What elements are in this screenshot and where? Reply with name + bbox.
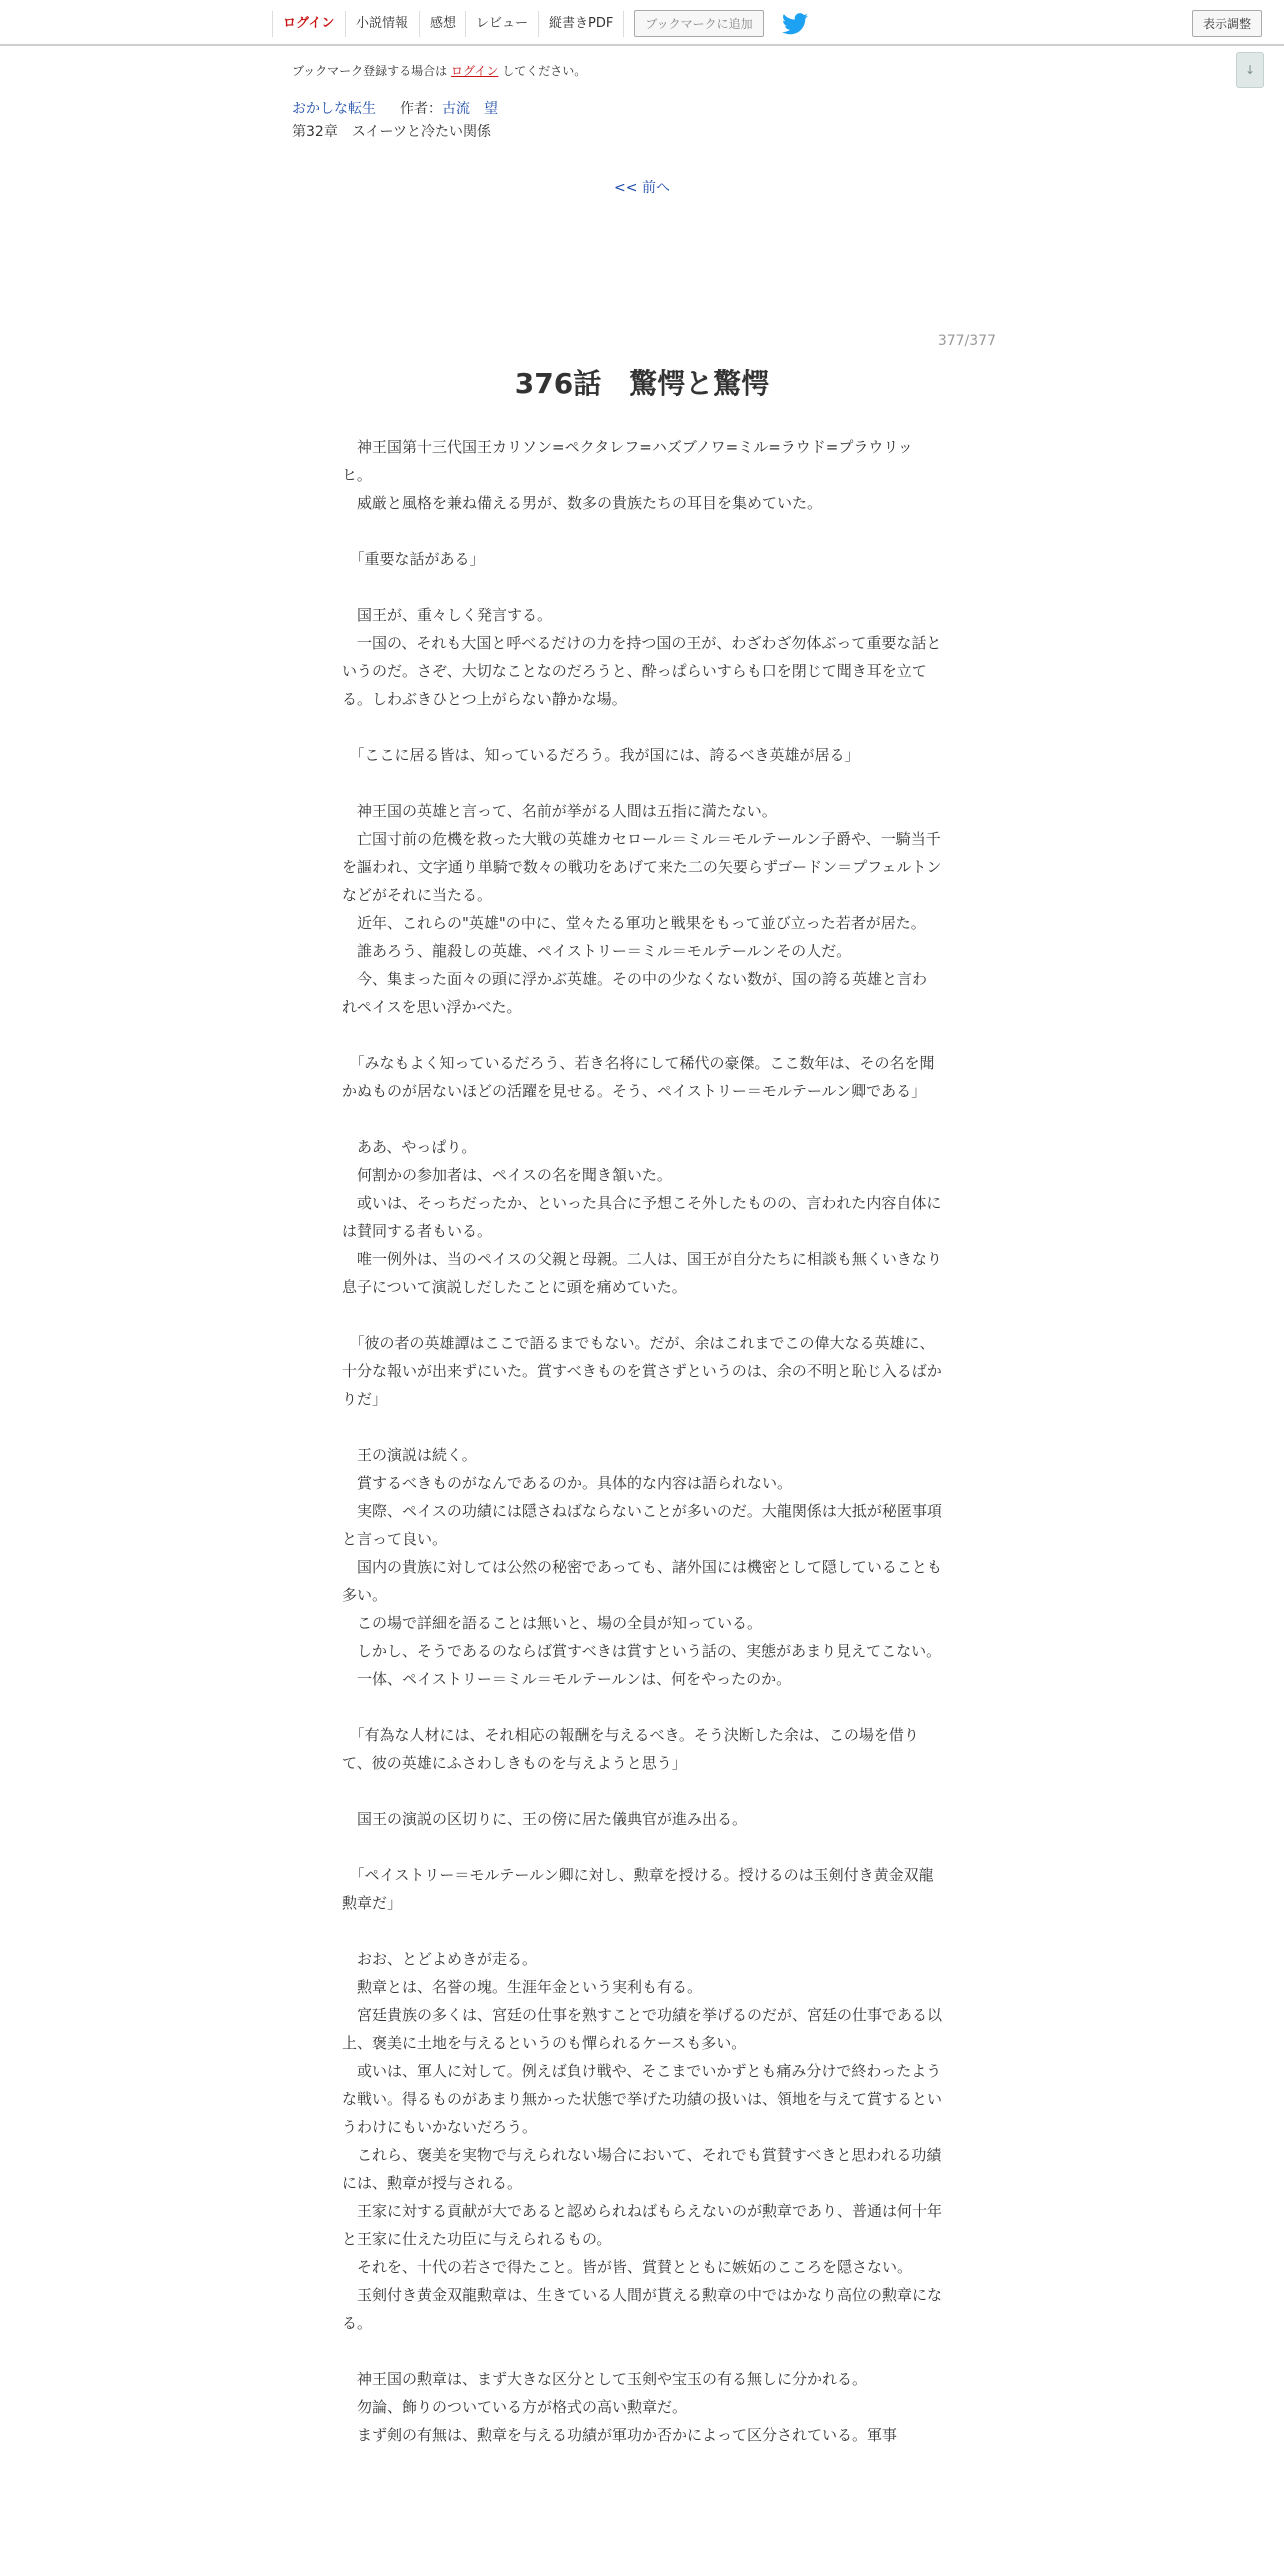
body-paragraph: 宮廷貴族の多くは、宮廷の仕事を熟すことで功績を挙げるのだが、宮廷の仕事である以上、褒美に土地を与えるというのも憚られるケースも多い。 bbox=[342, 2006, 943, 2052]
body-paragraph: 今、集まった面々の頭に浮かぶ英雄。その中の少なくない数が、国の誇る英雄と言われペイスを思い浮かべた。 bbox=[342, 970, 928, 1016]
top-navigation bbox=[0, 0, 1284, 46]
bookmark-note-login-link[interactable]: ログイン bbox=[451, 64, 499, 78]
nav-novel-info-link[interactable]: 小説情報 bbox=[345, 11, 418, 37]
episode-title: 376話 驚愕と驚愕 bbox=[514, 367, 770, 400]
body-paragraph bbox=[342, 1917, 942, 1945]
body-paragraph: それを、十代の若さで得たこと。皆が皆、賞賛とともに嫉妬のこころを隠さない。 bbox=[342, 2258, 913, 2276]
body-paragraph: 或いは、そっちだったか、といった具合に予想こそ外したものの、言われた内容自体には賛同する者もいる。 bbox=[342, 1194, 942, 1240]
bookmark-login-note bbox=[292, 62, 586, 79]
body-paragraph: 一国の、それも大国と呼べるだけの力を持つ国の王が、わざわざ勿体ぶって重要な話というのだ。さぞ、大切なことなのだろうと、酔っぱらいすらも口を閉じて聞き耳を立てる。しわぶきひとつ上がらない静かな場。 bbox=[342, 634, 942, 708]
body-paragraph: 「ここに居る皆は、知っているだろう。我が国には、誇るべき英雄が居る」 bbox=[342, 746, 860, 764]
body-paragraph: まず剣の有無は、勲章を与える功績が軍功か否かによって区分されている。軍事 bbox=[342, 2426, 898, 2444]
body-paragraph: 亡国寸前の危機を救った大戦の英雄カセロール＝ミル＝モルテールン子爵や、一騎当千を謳われ、文字通り単騎で数々の戦功をあげて来た二の矢要らずゴードン＝プフェルトンなどがそれに当たる。 bbox=[342, 830, 942, 904]
novel-body-text bbox=[342, 433, 942, 2449]
body-paragraph bbox=[342, 1021, 942, 1049]
author-label: 作者： bbox=[400, 101, 442, 117]
author-name-link[interactable]: 古流 望 bbox=[442, 101, 498, 117]
body-paragraph bbox=[342, 1693, 942, 1721]
nav-impressions-link[interactable]: 感想 bbox=[419, 11, 466, 37]
body-paragraph: 何割かの参加者は、ペイスの名を聞き頷いた。 bbox=[342, 1166, 672, 1184]
previous-link-text[interactable]: << 前へ bbox=[614, 180, 670, 196]
body-paragraph: おお、とどよめきが走る。 bbox=[342, 1950, 538, 1968]
body-paragraph bbox=[342, 573, 942, 601]
body-paragraph: 勲章とは、名誉の塊。生涯年金という実利も有る。 bbox=[342, 1978, 703, 1996]
author-info bbox=[400, 98, 498, 118]
body-paragraph bbox=[342, 1301, 942, 1329]
body-paragraph bbox=[342, 2337, 942, 2365]
body-paragraph: 王家に対する貢献が大であると認められねばもらえないのが勲章であり、普通は何十年と王家に仕えた功臣に与えられるもの。 bbox=[342, 2202, 943, 2248]
body-paragraph: 唯一例外は、当のペイスの父親と母親。二人は、国王が自分たちに相談も無くいきなり息子について演説しだしたことに頭を痛めていた。 bbox=[342, 1250, 942, 1296]
nav-review-link[interactable]: レビュー bbox=[465, 11, 538, 37]
body-paragraph: 一体、ペイストリー＝ミル＝モルテールンは、何をやったのか。 bbox=[342, 1670, 792, 1688]
body-paragraph: 賞するべきものがなんであるのか。具体的な内容は語られない。 bbox=[342, 1474, 793, 1492]
body-paragraph: この場で詳細を語ることは無いと、場の全員が知っている。 bbox=[342, 1614, 763, 1632]
body-paragraph: 勿論、飾りのついている方が格式の高い勲章だ。 bbox=[342, 2398, 688, 2416]
body-paragraph: 国王の演説の区切りに、王の傍に居た儀典官が進み出る。 bbox=[342, 1810, 748, 1828]
body-paragraph bbox=[342, 1833, 942, 1861]
episode-page-count: 377/377 bbox=[937, 333, 996, 349]
body-paragraph bbox=[342, 769, 942, 797]
add-bookmark-button[interactable]: ブックマークに追加 bbox=[634, 10, 764, 37]
body-paragraph: 「彼の者の英雄譚はここで語るまでもない。だが、余はこれまでこの偉大なる英雄に、十分な報いが出来ずにいた。賞すべきものを賞さずというのは、余の不明と恥じ入るばかりだ」 bbox=[342, 1334, 942, 1408]
body-paragraph: 国内の貴族に対しては公然の秘密であっても、諸外国には機密として隠していることも多い。 bbox=[342, 1558, 942, 1604]
body-paragraph: 「重要な話がある」 bbox=[342, 550, 485, 568]
display-settings-button[interactable]: 表示調整 bbox=[1192, 10, 1262, 37]
body-paragraph bbox=[342, 1777, 942, 1805]
body-paragraph: 近年、これらの"英雄"の中に、堂々たる軍功と戦果をもって並び立った若者が居た。 bbox=[342, 914, 926, 932]
body-paragraph: 神王国の英雄と言って、名前が挙がる人間は五指に満たない。 bbox=[342, 802, 777, 820]
body-paragraph: 神王国第十三代国王カリソン=ペクタレフ=ハズブノワ=ミル=ラウド=プラウリッヒ。 bbox=[342, 438, 913, 484]
bookmark-note-text: ブックマーク登録する場合は bbox=[292, 64, 448, 78]
body-paragraph: 国王が、重々しく発言する。 bbox=[342, 606, 553, 624]
bookmark-note-text-end: してください。 bbox=[502, 64, 587, 78]
body-paragraph: 実際、ペイスの功績には隠さねばならないことが多いのだ。大龍関係は大抵が秘匿事項と言って良い。 bbox=[342, 1502, 942, 1548]
body-paragraph: 「有為な人材には、それ相応の報酬を与えるべき。そう決断した余は、この場を借りて、彼の英雄にふさわしきものを与えようと思う」 bbox=[342, 1726, 919, 1772]
previous-episode-link bbox=[0, 177, 1284, 197]
body-paragraph bbox=[342, 713, 942, 741]
body-paragraph bbox=[342, 517, 942, 545]
novel-title-link[interactable]: おかしな転生 bbox=[292, 101, 376, 117]
twitter-icon[interactable] bbox=[782, 13, 808, 35]
body-paragraph: 或いは、軍人に対して。例えば負け戦や、そこまでいかずとも痛み分けで終わったような戦い。得るものがあまり無かった状態で挙げた功績の扱いは、領地を与えて賞するというわけにもいかないだろう。 bbox=[342, 2062, 943, 2136]
nav-login-link[interactable]: ログイン bbox=[272, 11, 344, 37]
body-paragraph: しかし、そうであるのならば賞すべきは賞すという話の、実態があまり見えてこない。 bbox=[342, 1642, 942, 1660]
body-paragraph: ああ、やっぱり。 bbox=[342, 1138, 477, 1156]
chapter-title: 第32章 スイーツと冷たい関係 bbox=[292, 124, 491, 140]
body-paragraph: 神王国の勲章は、まず大きな区分として玉剣や宝玉の有る無しに分かれる。 bbox=[342, 2370, 868, 2388]
arrow-down-icon[interactable]: ↓ bbox=[1236, 52, 1264, 88]
body-paragraph: これら、褒美を実物で与えられない場合において、それでも賞賛すべきと思われる功績には、勲章が授与される。 bbox=[342, 2146, 942, 2192]
body-paragraph: 「みなもよく知っているだろう、若き名将にして稀代の豪傑。ここ数年は、その名を聞かぬものが居ないほどの活躍を見せる。そう、ペイストリー＝モルテールン卿である」 bbox=[342, 1054, 935, 1100]
body-paragraph: 「ペイストリー＝モルテールン卿に対し、勲章を授ける。授けるのは玉剣付き黄金双龍勲章だ」 bbox=[342, 1866, 934, 1912]
nav-vertical-pdf-link[interactable]: 縦書きPDF bbox=[538, 11, 624, 37]
body-paragraph: 王の演説は続く。 bbox=[342, 1446, 477, 1464]
body-paragraph: 威厳と風格を兼ね備える男が、数多の貴族たちの耳目を集めていた。 bbox=[342, 494, 823, 512]
body-paragraph: 玉剣付き黄金双龍勲章は、生きている人間が貰える勲章の中ではかなり高位の勲章になる。 bbox=[342, 2286, 943, 2332]
body-paragraph bbox=[342, 1105, 942, 1133]
body-paragraph: 誰あろう、龍殺しの英雄、ペイストリー＝ミル＝モルテールンその人だ。 bbox=[342, 942, 852, 960]
body-paragraph bbox=[342, 1413, 942, 1441]
